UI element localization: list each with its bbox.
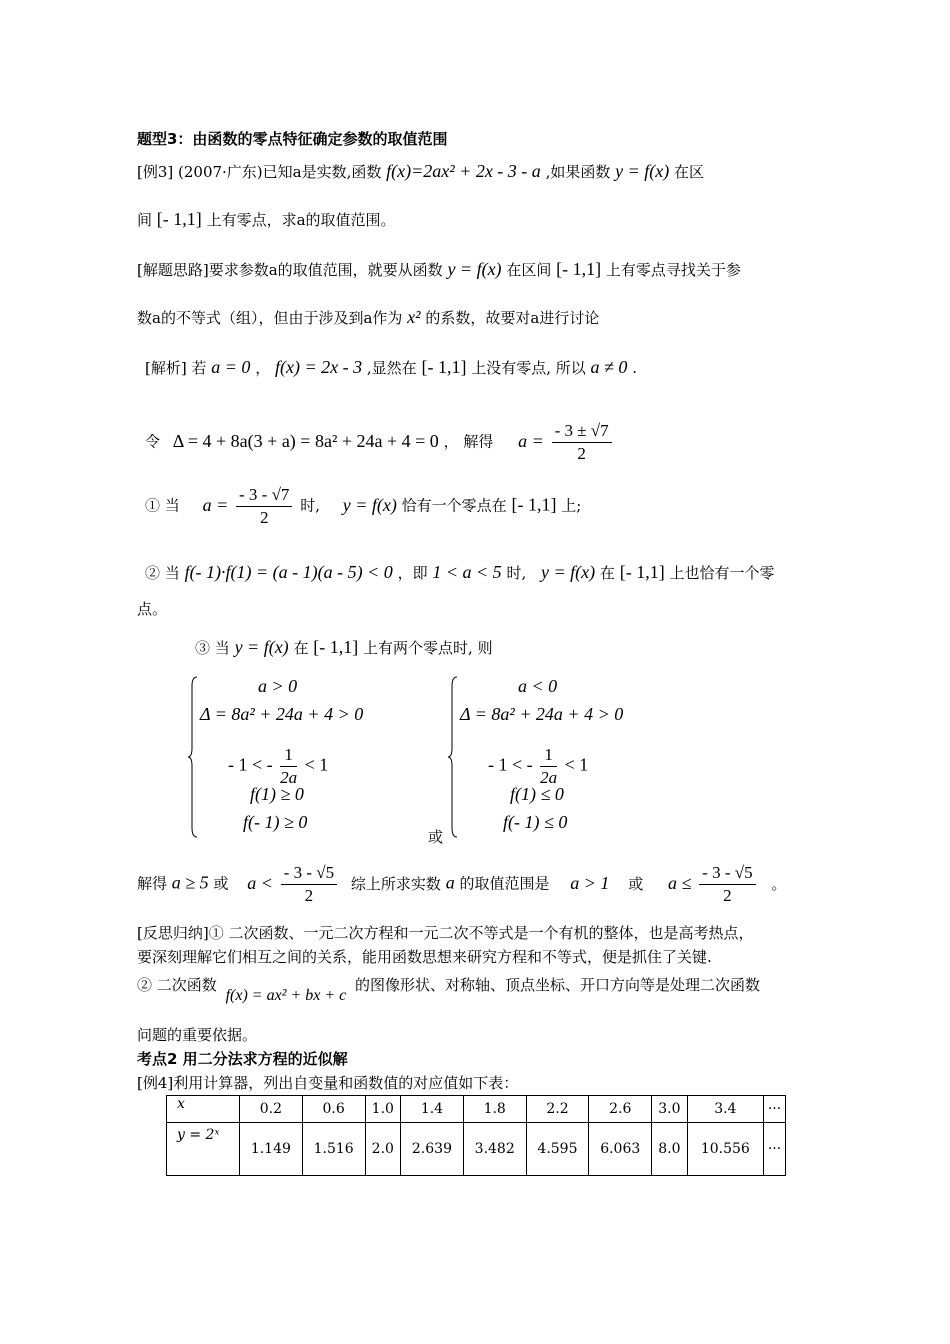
idea-line2: 数a的不等式（组），但由于涉及到a作为 x² 的系数，故要对a进行讨论: [137, 307, 600, 327]
reflect-line1: [反思归纳]① 二次函数、一元二次方程和一元二次不等式是一个有机的整体，也是高考热点，: [137, 924, 754, 942]
left-brace-icon: [448, 676, 458, 838]
y-fx: y = f(x): [615, 161, 670, 181]
table-row: x 0.2 0.6 1.0 1.4 1.8 2.2 2.6 3.0 3.4 ···: [167, 1096, 786, 1123]
inequality-system-2: a < 0 Δ = 8a² + 24a + 4 > 0 - 1 < - $\frac{1}{2a}$ < 1 f(1) ≤ 0 f(- 1) ≤ 0: [448, 676, 638, 838]
example4-line: [例4]利用计算器，列出自变量和函数值的对应值如下表：: [137, 1074, 519, 1092]
case3-line: ③ 当 y = f(x) 在 [- 1,1] 上有两个零点时, 则: [195, 637, 493, 657]
value-table: [166, 1095, 786, 1176]
case2-line2: 点。: [137, 600, 168, 618]
kaodian2-title: 考点2 用二分法求方程的近似解: [137, 1050, 348, 1068]
delta-root-fraction: $\frac{- 3 \pm √7}{2}$: [552, 420, 612, 465]
reflect-line4: 问题的重要依据。: [137, 1026, 258, 1044]
x-squared: x²: [407, 307, 421, 327]
result-line: 解得 a ≥ 5 或 a < $\frac{- 3 - √5}{2}$ 综上所求实数 a 的取值范围是 a > 1 或 a ≤ $\frac{- 3 - √5}{2}$ 。: [137, 863, 787, 905]
result-fraction-1: $\frac{- 3 - √5}{2}$: [281, 862, 337, 907]
inequality-system-1: a > 0 Δ = 8a² + 24a + 4 > 0 - 1 < - $\frac{1}{2a}$ < 1 f(1) ≥ 0 f(- 1) ≥ 0: [188, 676, 378, 838]
example3-line1: [例3] (2007·广东)已知a是实数,函数 f(x)=2ax² + 2x - 3 - a ,如果函数 y = f(x) 在区: [137, 161, 705, 181]
reflect-line2: 要深刻理解它们相互之间的关系，能用函数思想来研究方程和不等式，便是抓住了关键.: [137, 948, 712, 966]
result-fraction-2: $\frac{- 3 - √5}{2}$: [699, 862, 755, 907]
case1-line: ① 当 a = $\frac{- 3 - √7}{2}$ 时, y = f(x) 恰有一个零点在 [- 1,1] 上;: [145, 485, 582, 527]
table-row: y = 2ˣ 1.149 1.516 2.0 2.639 3.482 4.595 6.063 8.0 10.556 ···: [167, 1123, 786, 1176]
analysis-line: [解析] 若 a = 0 ， f(x) = 2x - 3 ,显然在 [- 1,1] 上没有零点, 所以 a ≠ 0 .: [145, 357, 637, 377]
case2-line: ② 当 f(- 1)·f(1) = (a - 1)(a - 5) < 0 ，即 1 < a < 5 时, y = f(x) 在 [- 1,1] 上也恰有一个零: [145, 562, 775, 582]
delta-line: 令 Δ = 4 + 8a(3 + a) = 8a² + 24a + 4 = 0 ， 解得 a = $\frac{- 3 \pm √7}{2}$: [145, 420, 615, 465]
func-definition: f(x)=2ax² + 2x - 3 - a: [386, 161, 541, 181]
reflect-line3: ② 二次函数 f(x) = ax² + bx + c 的图像形状、对称轴、顶点坐标、开口方向等是处理二次函数: [137, 976, 761, 1004]
case2-condition: f(- 1)·f(1) = (a - 1)(a - 5) < 0: [184, 562, 393, 582]
example3-line2: 间 [- 1,1] 上有零点，求a的取值范围。: [137, 209, 396, 229]
section-title: 题型3：由函数的零点特征确定参数的取值范围: [137, 130, 448, 148]
delta-equation: Δ = 4 + 8a(3 + a) = 8a² + 24a + 4 = 0: [172, 430, 439, 451]
or-text: 或: [428, 828, 444, 846]
interval: [- 1,1]: [156, 209, 202, 229]
case1-fraction: $\frac{- 3 - √7}{2}$: [236, 484, 292, 529]
left-brace-icon: [188, 676, 198, 838]
idea-line1: [解题思路]要求参数a的取值范围，就要从函数 y = f(x) 在区间 [- 1,1] 上有零点寻找关于参: [137, 259, 741, 279]
